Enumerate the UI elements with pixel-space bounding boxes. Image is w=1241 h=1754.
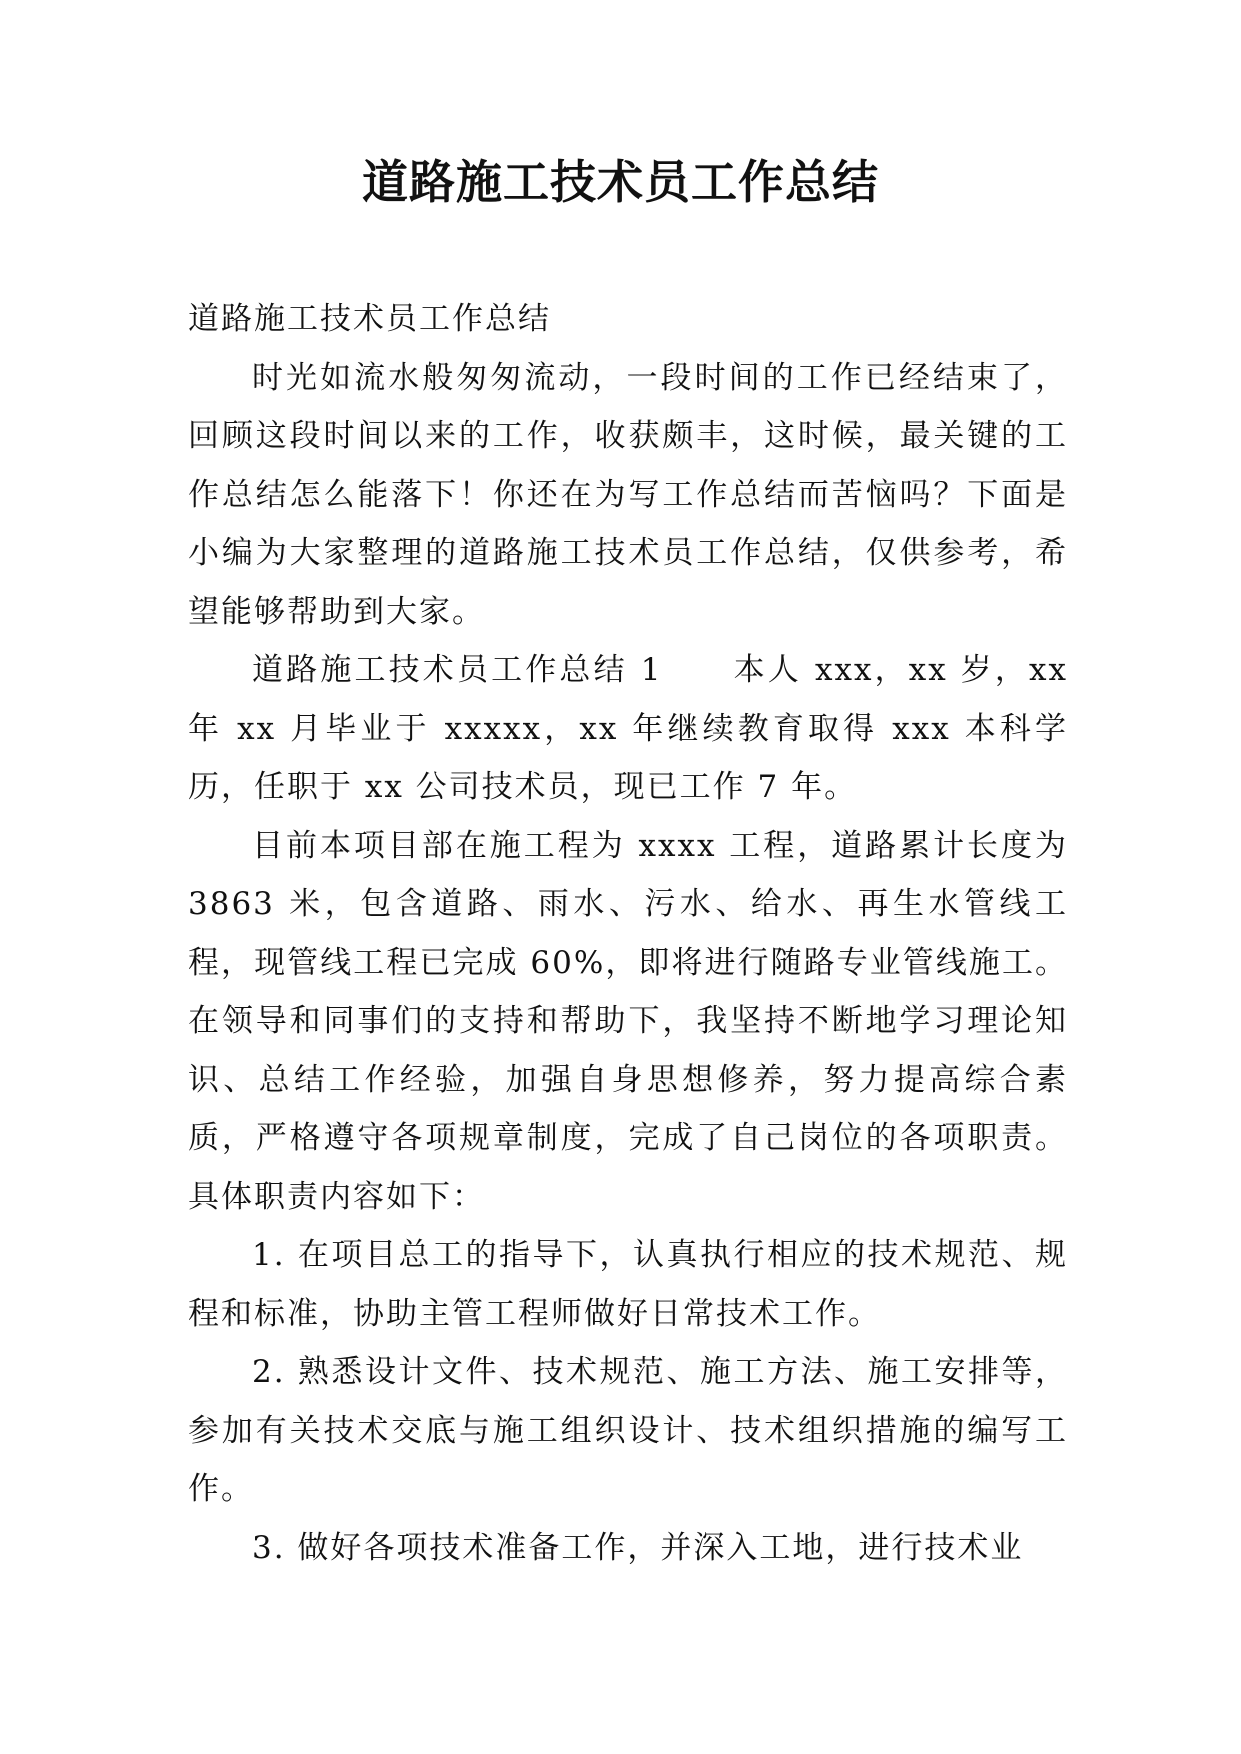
list-item: 3. 做好各项技术准备工作，并深入工地，进行技术业: [252, 1529, 1024, 1566]
section-1-text: 本人 xxx，xx 岁，xx 年 xx 月毕业于 xxxxx，xx 年继续教育取得 xxx 本科学历，任职于 xx 公司技术员，现已工作 7 年。: [188, 652, 1068, 805]
document-body: [188, 290, 1068, 1577]
section-1-paragraph: [188, 641, 1068, 817]
document-title: 道路施工技术员工作总结: [362, 155, 879, 209]
project-paragraph: 目前本项目部在施工程为 xxxx 工程，道路累计长度为3863 米，包含道路、雨水、污水、给水、再生水管线工程，现管线工程已完成 60%，即将进行随路专业管线施工。 在领导和同事们的支持和帮助下，我坚持不断地学习理论知识、总结工作经验，加强自身思想修养，努力提高综合素质，严格遵守各项规章制度，完成了自己岗位的各项职责。 具体职责内容如下：: [188, 827, 1068, 1215]
intro-paragraph: 时光如流水般匆匆流动，一段时间的工作已经结束了，回顾这段时间以来的工作，收获颇丰，这时候，最关键的工作总结怎么能落下！你还在为写工作总结而苦恼吗？下面是小编为大家整理的道路施工技术员工作总结，仅供参考，希望能够帮助到大家。: [188, 359, 1068, 630]
document-subtitle: 道路施工技术员工作总结: [188, 301, 551, 337]
list-item: 1. 在项目总工的指导下，认真执行相应的技术规范、规程和标准，协助主管工程师做好日常技术工作。: [188, 1237, 1068, 1332]
section-1-heading: 道路施工技术员工作总结 1: [252, 652, 663, 688]
list-item: 2. 熟悉设计文件、技术规范、施工方法、施工安排等，参加有关技术交底与施工组织设计、技术组织措施的编写工作。: [188, 1354, 1068, 1507]
